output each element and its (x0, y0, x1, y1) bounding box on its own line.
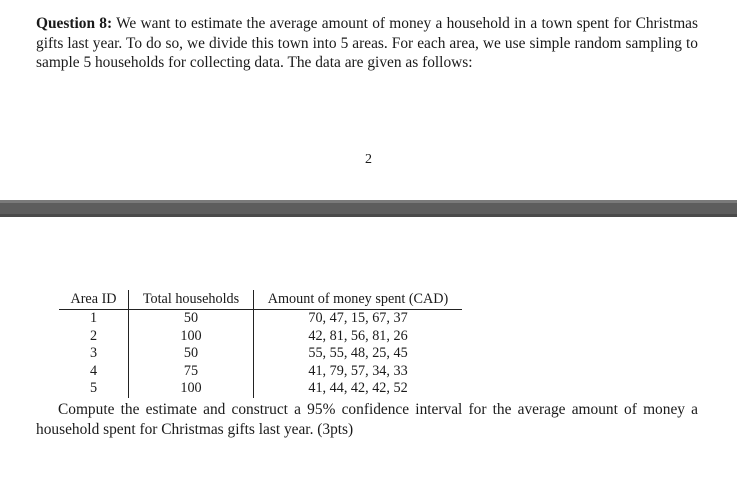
page-separator (0, 200, 737, 217)
question-label: Question 8: (36, 15, 113, 32)
cell-total-households: 50 (129, 345, 254, 363)
question-body: We want to estimate the average amount of money a household in a town spent for Christmas gifts last year. To do so, we divide this town into 5 areas. For each area, we use simple random sampling to sample 5 households for collecting data. The data are given as follows: (36, 15, 698, 71)
header-amount-spent: Amount of money spent (CAD) (254, 290, 463, 310)
table-row (59, 363, 462, 381)
document-page-top (0, 0, 737, 200)
header-area-id: Area ID (59, 290, 129, 310)
table-row (59, 380, 462, 398)
cell-amounts: 42, 81, 56, 81, 26 (308, 327, 408, 344)
cell-amounts: 70, 47, 15, 67, 37 (308, 310, 408, 326)
cell-total-households: 100 (129, 380, 254, 398)
header-total-households: Total households (129, 290, 254, 310)
table-row (59, 310, 462, 328)
page-number: 2 (365, 152, 372, 167)
table-row (59, 328, 462, 346)
household-data-table (59, 290, 462, 398)
cell-area-id: 4 (59, 363, 129, 381)
cell-area-id: 1 (59, 310, 129, 328)
table-header-row (59, 290, 462, 310)
cell-amounts: 41, 44, 42, 42, 52 (308, 380, 408, 397)
separator-highlight (0, 200, 737, 203)
cell-area-id: 3 (59, 345, 129, 363)
question-paragraph (36, 14, 698, 73)
cell-area-id: 5 (59, 380, 129, 398)
cell-amounts: 41, 79, 57, 34, 33 (308, 362, 408, 379)
cell-area-id: 2 (59, 328, 129, 346)
cell-amounts: 55, 55, 48, 25, 45 (308, 345, 408, 362)
compute-instruction: Compute the estimate and construct a 95% confidence interval for the average amount of money a household spent for Christmas gifts last year. (3pts) (36, 401, 698, 438)
cell-total-households: 50 (129, 310, 254, 328)
cell-total-households: 75 (129, 363, 254, 381)
cell-total-households: 100 (129, 328, 254, 346)
table-row (59, 345, 462, 363)
